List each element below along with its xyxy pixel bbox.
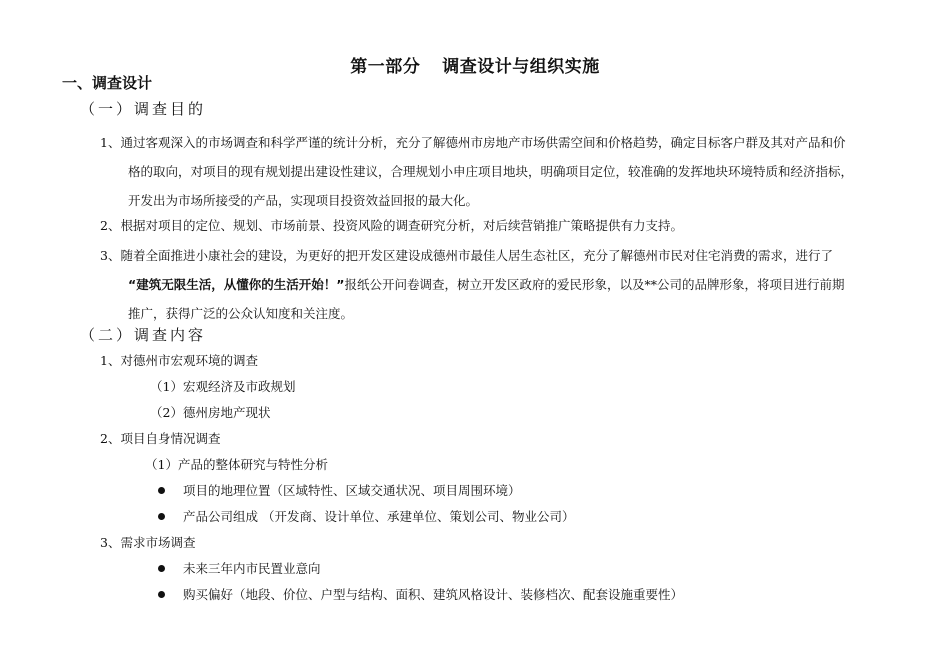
bullet-text: 产品公司组成 （开发商、设计单位、承建单位、策划公司、物业公司） (183, 509, 575, 524)
campaign-slogan: “建筑无限生活，从懂你的生活开始！” (128, 277, 345, 292)
content-item-1: 1、对德州市宏观环境的调查 (100, 353, 258, 368)
purpose-item-1-line-2: 格的取向，对项目的现有规划提出建设性建议，合理规划小申庄项目地块，明确项目定位，较准确的发挥地块环境特质和经济指标， (128, 164, 854, 179)
purpose-item-3-line-1: 3、随着全面推进小康社会的建设，为更好的把开发区建设成德州市最佳人居生态社区，充分了解德州市民对住宅消费的需求，进行了 (100, 248, 833, 263)
purpose-item-3-line-2-rest: 报纸公开问卷调查，树立开发区政府的爱民形象，以及**公司的品牌形象，将项目进行前期 (344, 277, 845, 292)
subsection-heading-purpose: （一）调查目的 (80, 100, 207, 118)
purpose-item-1 (100, 128, 930, 215)
list-item (158, 559, 321, 579)
purpose-item-3-line-3: 推广，获得广泛的公众认知度和关注度。 (128, 306, 354, 321)
list-item (158, 481, 521, 501)
bullet-text: 购买偏好（地段、价位、户型与结构、面积、建筑风格设计、装修档次、配套设施重要性） (183, 587, 684, 602)
purpose-item-1-line-1: 1、通过客观深入的市场调查和科学严谨的统计分析，充分了解德州市房地产市场供需空间和价格趋势，确定目标客户群及其对产品和价 (100, 135, 846, 150)
purpose-item-1-line-3: 开发出为市场所接受的产品，实现项目投资效益回报的最大化。 (128, 193, 479, 208)
content-item-1b: （2）德州房地产现状 (150, 405, 271, 420)
section-heading-design: 一、调查设计 (62, 74, 153, 92)
bullet-icon (158, 591, 165, 598)
list-item (158, 585, 683, 605)
bullet-text: 未来三年内市民置业意向 (183, 561, 321, 576)
content-item-2a: （1）产品的整体研究与特性分析 (145, 457, 328, 472)
purpose-item-3 (100, 241, 930, 328)
bullet-text: 项目的地理位置（区域特性、区域交通状况、项目周围环境） (183, 483, 521, 498)
bullet-icon (158, 487, 165, 494)
subsection-heading-content: （二）调查内容 (80, 326, 207, 344)
content-item-2: 2、项目自身情况调查 (100, 431, 221, 446)
bullet-icon (158, 565, 165, 572)
bullet-icon (158, 513, 165, 520)
title-part: 第一部分 (350, 57, 421, 77)
title-name: 调查设计与组织实施 (442, 57, 600, 77)
list-item (158, 507, 574, 527)
purpose-item-2: 2、根据对项目的定位、规划、市场前景、投资风险的调查研究分析，对后续营销推广策略提供有力支持。 (100, 218, 683, 233)
content-item-1a: （1）宏观经济及市政规划 (150, 379, 296, 394)
purpose-item-3-line-2 (100, 270, 930, 299)
content-item-3: 3、需求市场调查 (100, 535, 196, 550)
